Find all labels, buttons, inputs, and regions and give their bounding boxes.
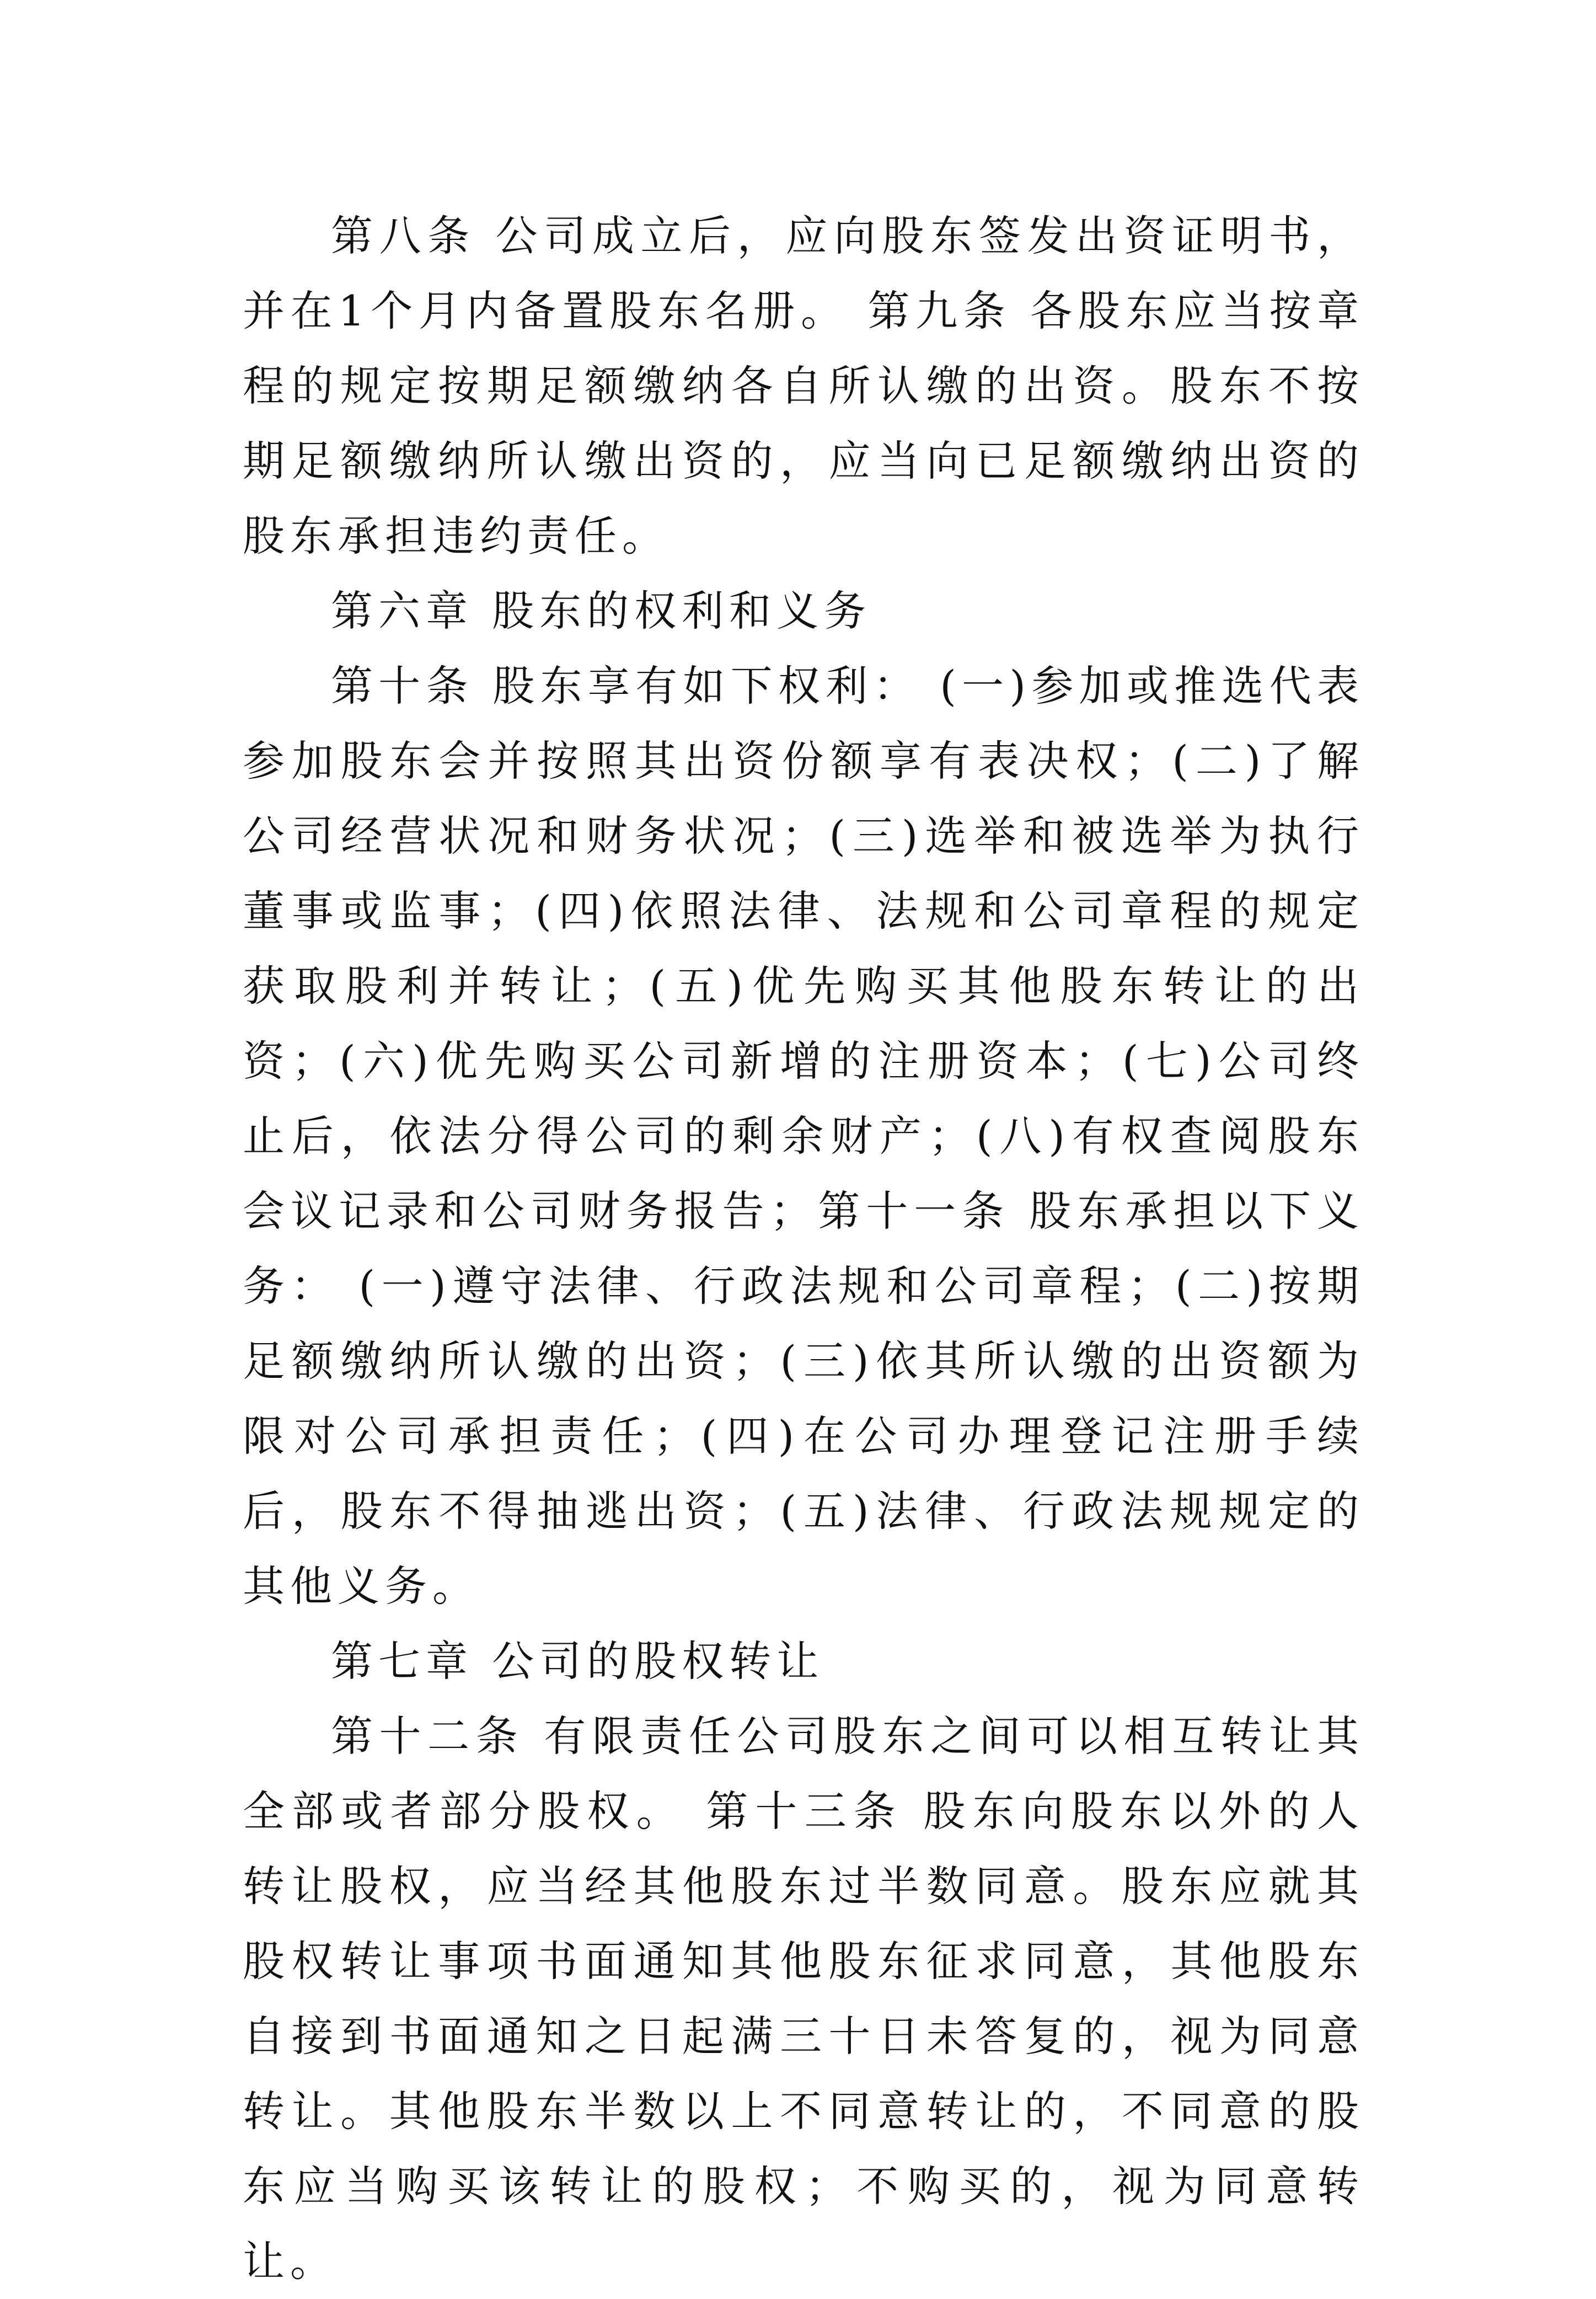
paragraph-article-10-11: 第十条 股东享有如下权利： (一)参加或推选代表参加股东会并按照其出资份额享有表决权；(二)了解公司经营状况和财务状况；(三)选举和被选举为执行董事或监事；(四)依照法律、法规和公司章程的规定获取股利并转让；(五)优先购买其他股东转让的出资；(六)优先购买公司新增的注册资本；(七)公司终止后，依法分得公司的剩余财产；(八)有权查阅股东会议记录和公司财务报告；第十一条 股东承担以下义务： (一)遵守法律、行政法规和公司章程；(二)按期足额缴纳所认缴的出资；(三)依其所认缴的出资额为限对公司承担责任；(四)在公司办理登记注册手续后，股东不得抽逃出资；(五)法律、行政法规规定的其他义务。 — [243, 661, 1364, 1611]
chapter-6-heading: 第六章 股东的权利和义务 — [331, 586, 872, 635]
paragraph-article-8-9: 第八条 公司成立后，应向股东签发出资证明书，并在1个月内备置股东名册。 第九条 各股东应当按章程的规定按期足额缴纳各自所认缴的出资。股东不按期足额缴纳所认缴出资的，应当向已足额缴纳出资的股东承担违约责任。 — [243, 211, 1364, 560]
document-body — [243, 199, 1364, 2299]
chapter-7-heading: 第七章 公司的股权转让 — [331, 1637, 824, 1686]
paragraph-article-12-13: 第十二条 有限责任公司股东之间可以相互转让其全部或者部分股权。 第十三条 股东向股东以外的人转让股权，应当经其他股东过半数同意。股东应就其股权转让事项书面通知其他股东征求同意，其他股东自接到书面通知之日起满三十日未答复的，视为同意转让。其他股东半数以上不同意转让的，不同意的股东应当购买该转让的股权；不购买的，视为同意转让。 — [243, 1712, 1364, 2286]
